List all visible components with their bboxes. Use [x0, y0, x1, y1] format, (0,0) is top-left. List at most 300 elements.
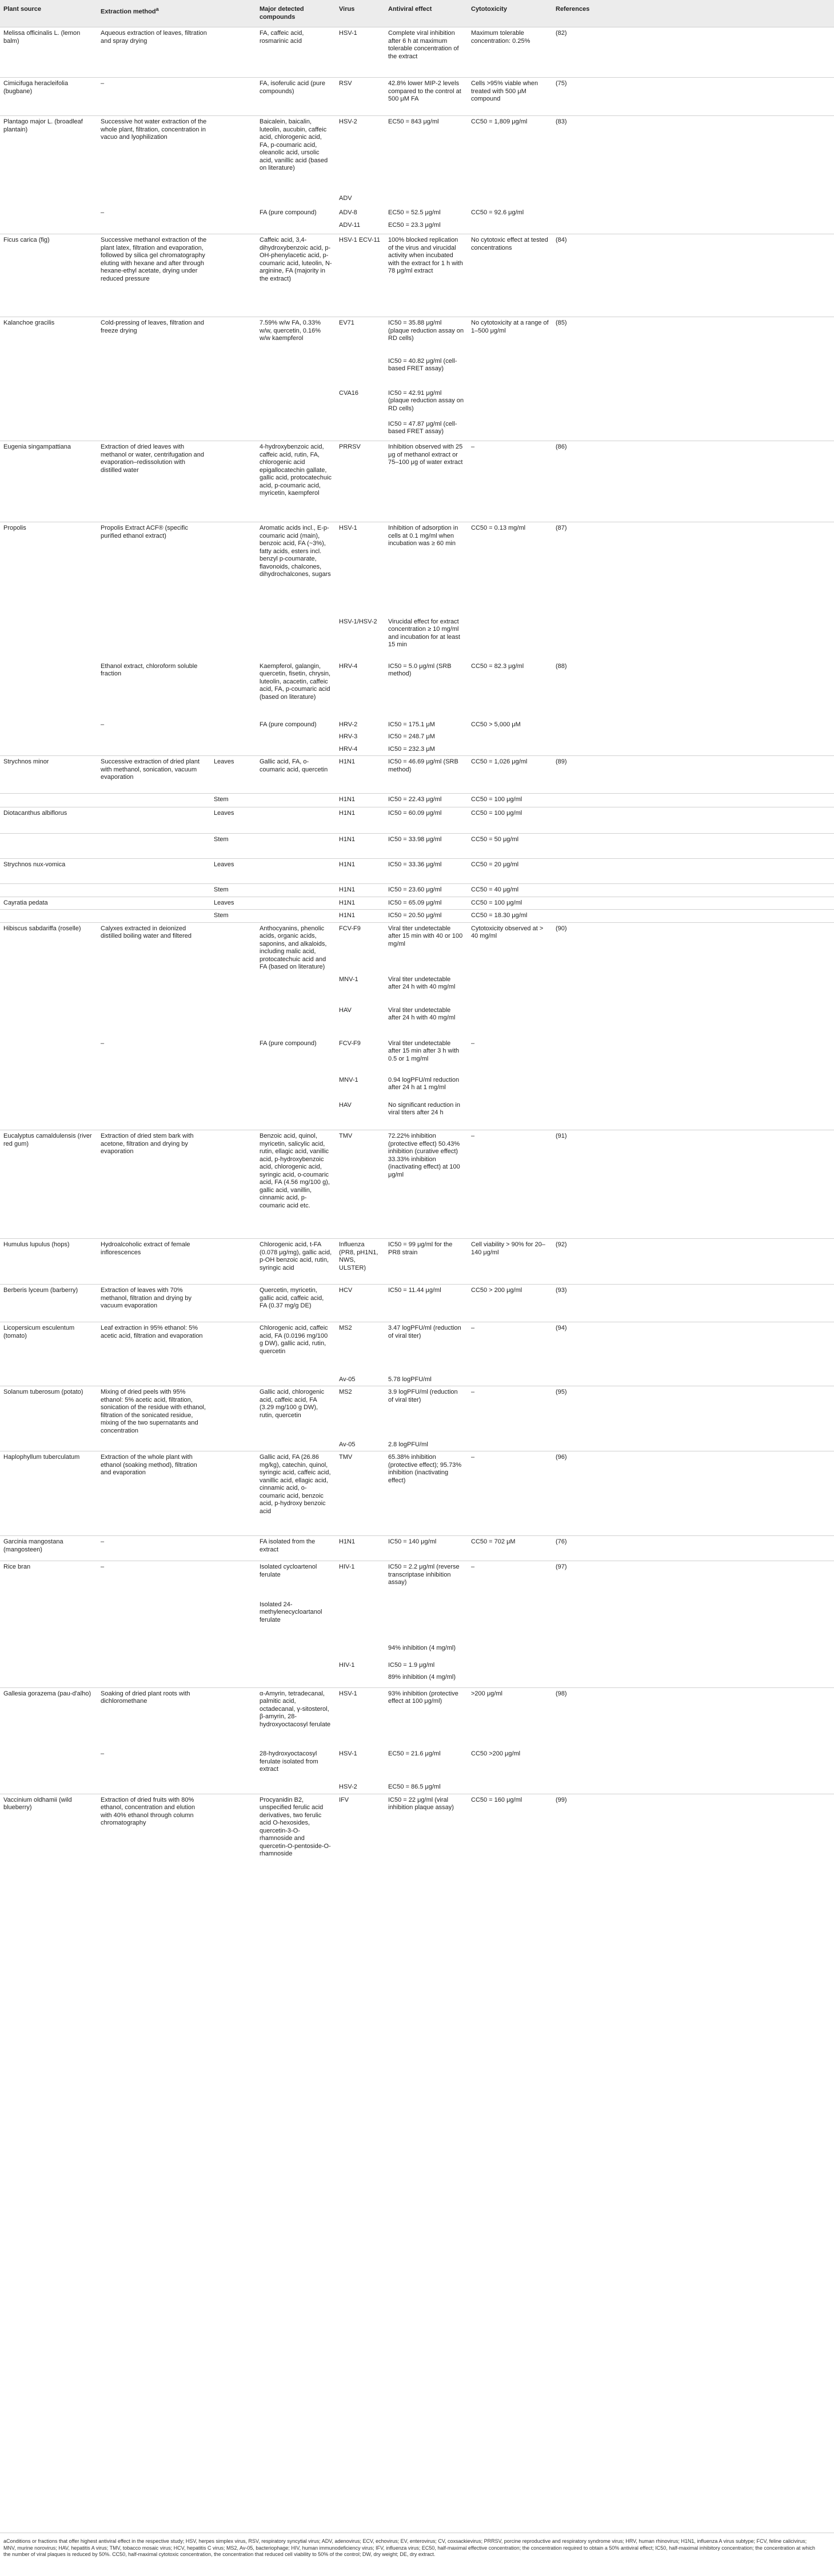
- header-cytotoxicity: Cytotoxicity: [468, 0, 552, 27]
- cell-virus: HCV: [336, 1285, 385, 1322]
- cell-plant-part: [210, 219, 256, 234]
- cell-plant-part: [210, 355, 256, 387]
- cell-virus: HRV-2: [339, 721, 358, 728]
- cell-plant-source: [0, 1074, 97, 1099]
- cell-cytotoxicity: [468, 1099, 552, 1130]
- cell-plant-source: Strychnos nux-vomica: [0, 859, 97, 884]
- cell-plant-part: [210, 1536, 256, 1561]
- cell-antiviral-effect: IC50 = 5.0 μg/ml (SRB method): [388, 662, 452, 677]
- cell-compounds: [256, 794, 336, 807]
- table-row: [0, 897, 834, 910]
- cell-reference: (84): [552, 234, 834, 317]
- cell-reference: [552, 807, 834, 834]
- cell-extraction-method: Ethanol extract, chloroform soluble fraction: [101, 662, 198, 677]
- cell-extraction-method: Extraction of dried fruits with 80% ethanol, concentration and elution with 40% ethanol through column chromatography: [97, 1794, 210, 1866]
- table-row: [0, 219, 834, 234]
- cell-reference: (95): [552, 1386, 834, 1439]
- cell-antiviral-effect: IC50 = 22 μg/ml (viral inhibition plaque assay): [385, 1794, 468, 1866]
- cell-plant-part: [210, 1794, 256, 1866]
- cell-virus: FCV-F9: [339, 1039, 361, 1047]
- cell-antiviral-effect: IC50 = 40.82 μg/ml (cell-based FRET assay): [388, 357, 457, 372]
- cell-cytotoxicity: [468, 387, 552, 418]
- table-row: [0, 1386, 834, 1439]
- table-row: [0, 859, 834, 884]
- cell-extraction-method: Extraction of the whole plant with ethanol (soaking method), filtration and evaporation: [97, 1451, 210, 1536]
- cell-plant-part: [210, 1285, 256, 1322]
- cell-virus: EV71: [336, 317, 385, 355]
- cell-plant-source: [0, 974, 97, 1005]
- cell-extraction-method: [97, 387, 210, 418]
- cell-plant-part: [210, 1687, 256, 1748]
- cell-antiviral-effect: [385, 1599, 468, 1642]
- cell-compounds: Baicalein, baicalin, luteolin, aucubin, caffeic acid, chlorogenic acid, FA, p-coumaric acid, oleanolic acid, ursolic acid, vanillic acid (based on literature): [256, 116, 336, 193]
- cell-plant-source: [0, 661, 97, 719]
- cell-antiviral-effect: IC50 = 140 μg/ml: [385, 1536, 468, 1561]
- cell-antiviral-effect: IC50 = 33.98 μg/ml: [385, 834, 468, 859]
- cell-cytotoxicity: [468, 1074, 552, 1099]
- cell-cytotoxicity: CC50 = 40 μg/ml: [468, 884, 552, 897]
- table-row: [0, 1239, 834, 1285]
- cell-virus: H1N1: [336, 897, 385, 910]
- cell-plant-source: [0, 193, 97, 207]
- cell-plant-source: Kalanchoe gracilis: [0, 317, 97, 355]
- cell-virus: HSV-1: [336, 522, 385, 616]
- cell-cytotoxicity: [468, 1671, 552, 1687]
- cell-plant-part: [210, 387, 256, 418]
- cell-cytotoxicity: CC50 = 92.6 μg/ml: [471, 209, 524, 216]
- cell-extraction-method: [97, 807, 210, 834]
- cell-plant-source: Cayratia pedata: [0, 897, 97, 910]
- cell-compounds: [256, 1671, 336, 1687]
- cell-plant-source: [0, 387, 97, 418]
- cell-cytotoxicity: CC50 >200 μg/ml: [471, 1750, 521, 1757]
- cell-antiviral-effect: IC50 = 33.36 μg/ml: [385, 859, 468, 884]
- cell-cytotoxicity: [468, 1781, 552, 1794]
- cell-virus: PRRSV: [336, 441, 385, 522]
- cell-compounds: Isolated cycloartenol ferulate: [256, 1561, 336, 1599]
- cell-reference: [552, 731, 834, 743]
- cell-antiviral-effect: 72.22% inhibition (protective effect) 50.43% inhibition (curative effect) 33.33% inhibition (inactivating effect) at 100 μg/ml: [385, 1130, 468, 1239]
- cell-reference: [552, 1599, 834, 1642]
- cell-plant-source: Berberis lyceum (barberry): [0, 1285, 97, 1322]
- cell-cytotoxicity: [468, 1005, 552, 1038]
- cell-reference: [552, 910, 834, 923]
- cell-extraction-method: [97, 418, 210, 441]
- cell-virus: H1N1: [336, 756, 385, 794]
- cell-reference: [552, 355, 834, 387]
- cell-reference: (85): [552, 317, 834, 355]
- cell-compounds: 7.59% w/w FA, 0.33% w/w, quercetin, 0.16% w/w kaempferol: [256, 317, 336, 355]
- cell-cytotoxicity: CC50 = 18.30 μg/ml: [468, 910, 552, 923]
- cell-virus: HAV: [339, 1101, 352, 1109]
- cell-antiviral-effect: IC50 = 23.60 μg/ml: [385, 884, 468, 897]
- cell-plant-part: [210, 1038, 256, 1074]
- cell-virus: TMV: [336, 1130, 385, 1239]
- cell-plant-source: [0, 743, 97, 756]
- cell-antiviral-effect: EC50 = 843 μg/ml: [385, 116, 468, 193]
- cell-antiviral-effect: IC50 = 47.87 μg/ml (cell-based FRET assay): [388, 420, 457, 435]
- cell-extraction-method: –: [97, 78, 210, 116]
- cell-extraction-method: –: [97, 1536, 210, 1561]
- cell-reference: [552, 794, 834, 807]
- cell-plant-part: [210, 1781, 256, 1794]
- header-part: [210, 0, 256, 27]
- cell-virus: [336, 1599, 385, 1642]
- cell-plant-source: [0, 1748, 97, 1781]
- table-row: [0, 27, 834, 78]
- cell-plant-part: [210, 922, 256, 974]
- cell-compounds: 28-hydroxyoctacosyl ferulate isolated from extract: [260, 1750, 318, 1773]
- cell-compounds: [256, 616, 336, 661]
- cell-virus: H1N1: [336, 884, 385, 897]
- cell-plant-source: Strychnos minor: [0, 756, 97, 794]
- cell-extraction-method: [97, 616, 210, 661]
- cell-reference: (92): [552, 1239, 834, 1285]
- cell-plant-source: [0, 884, 97, 897]
- cell-plant-part: [210, 661, 256, 719]
- cell-compounds: FA (pure compound): [260, 721, 317, 728]
- cell-plant-part: Leaves: [210, 756, 256, 794]
- cell-plant-source: [0, 418, 97, 441]
- cell-cytotoxicity: –: [468, 1322, 552, 1374]
- cell-virus: IFV: [336, 1794, 385, 1866]
- cell-plant-part: [210, 1386, 256, 1439]
- cell-antiviral-effect: EC50 = 52.5 μg/ml: [388, 209, 441, 216]
- cell-reference: [552, 1659, 834, 1672]
- cell-plant-source: [0, 731, 97, 743]
- cell-reference: [552, 897, 834, 910]
- cell-compounds: Benzoic acid, quinol, myricetin, salicylic acid, rutin, ellagic acid, vanillic acid, p-hydroxybenzoic acid, chlorogenic acid, syringic acid, o-coumaric acid, FA (4.56 mg/100 g), gallic acid, vanillin, cinnamic acid, p-coumaric acid etc.: [256, 1130, 336, 1239]
- cell-cytotoxicity: [468, 731, 552, 743]
- cell-antiviral-effect: IC50 = 65.09 μg/ml: [385, 897, 468, 910]
- table-row: [0, 1748, 834, 1781]
- cell-plant-source: [0, 616, 97, 661]
- cell-antiviral-effect: Viral titer undetectable after 24 h with 40 mg/ml: [388, 1006, 456, 1021]
- cell-virus: ADV: [339, 194, 352, 202]
- cell-cytotoxicity: –: [468, 1451, 552, 1536]
- cell-reference: [552, 974, 834, 1005]
- cell-plant-part: [210, 719, 256, 731]
- cell-plant-source: [0, 1671, 97, 1687]
- cell-extraction-method: Propolis Extract ACF® (specific purified ethanol extract): [97, 522, 210, 616]
- cell-antiviral-effect: 100% blocked replication of the virus and virucidal activity when incubated with the extract for 1 h with 78 μg/ml extract: [385, 234, 468, 317]
- cell-cytotoxicity: CC50 = 0.13 mg/ml: [468, 522, 552, 616]
- cell-compounds: Caffeic acid, 3,4-dihydroxybenzoic acid, p-OH-phenylacetic acid, p-coumaric acid, luteolin, N-arginine, FA (majority in the extract): [256, 234, 336, 317]
- cell-extraction-method: Extraction of dried leaves with methanol or water, centrifugation and evaporation–redissolution with distilled water: [97, 441, 210, 522]
- cell-plant-part: [210, 1659, 256, 1672]
- cell-cytotoxicity: CC50 = 1,026 μg/ml: [468, 756, 552, 794]
- cell-cytotoxicity: CC50 = 100 μg/ml: [468, 794, 552, 807]
- cell-virus: HRV-4: [339, 745, 358, 753]
- cell-virus: HIV-1: [339, 1661, 355, 1669]
- cell-antiviral-effect: IC50 = 35.88 μg/ml (plaque reduction assay on RD cells): [385, 317, 468, 355]
- cell-antiviral-effect: Viral titer undetectable after 15 min with 40 or 100 mg/ml: [385, 922, 468, 974]
- cell-cytotoxicity: CC50 > 5,000 μM: [471, 721, 521, 728]
- cell-virus: HRV-4: [339, 662, 358, 670]
- cell-virus: H1N1: [336, 859, 385, 884]
- cell-reference: (93): [552, 1285, 834, 1322]
- cell-antiviral-effect: 2.8 logPFU/ml: [388, 1441, 428, 1448]
- cell-cytotoxicity: [468, 974, 552, 1005]
- cell-plant-part: [210, 974, 256, 1005]
- cell-compounds: FA isolated from the extract: [256, 1536, 336, 1561]
- cell-plant-part: [210, 1374, 256, 1386]
- cell-extraction-method: Calyxes extracted in deionized distilled boiling water and filtered: [97, 922, 210, 974]
- cell-virus: HRV-3: [339, 733, 358, 740]
- cell-compounds: 4-hydroxybenzoic acid, caffeic acid, rutin, FA, chlorogenic acid epigallocatechin gallate, gallic acid, protocatechuic acid, p-coumaric acid, myricetin, kaempferol: [256, 441, 336, 522]
- cell-compounds: Gallic acid, FA (26.86 mg/kg), catechin, quinol, syringic acid, caffeic acid, vanillic acid, ellagic acid, cinnamic acid, o-coumaric acid, benzoic acid, p-hydroxy benzoic acid: [256, 1451, 336, 1536]
- table-row: [0, 387, 834, 418]
- cell-plant-source: Humulus lupulus (hops): [0, 1239, 97, 1285]
- cell-plant-part: [210, 116, 256, 193]
- cell-antiviral-effect: IC50 = 99 μg/ml for the PR8 strain: [385, 1239, 468, 1285]
- cell-reference: (96): [552, 1451, 834, 1536]
- cell-reference: [552, 1374, 834, 1386]
- cell-plant-source: Solanum tuberosum (potato): [0, 1386, 97, 1439]
- cell-antiviral-effect: IC50 = 22.43 μg/ml: [385, 794, 468, 807]
- cell-plant-source: [0, 207, 97, 219]
- cell-plant-source: [0, 910, 97, 923]
- cell-plant-part: [210, 616, 256, 661]
- cell-plant-part: [210, 1561, 256, 1599]
- table-row: [0, 1671, 834, 1687]
- table-row: [0, 719, 834, 731]
- cell-plant-part: [210, 1239, 256, 1285]
- table-row: [0, 207, 834, 219]
- cell-cytotoxicity: CC50 > 200 μg/ml: [468, 1285, 552, 1322]
- cell-reference: [552, 616, 834, 661]
- cell-compounds: FA, caffeic acid, rosmarinic acid: [256, 27, 336, 78]
- cell-plant-source: [0, 355, 97, 387]
- cell-antiviral-effect: Virucidal effect for extract concentration ≥ 10 mg/ml and incubation for at least 15 min: [388, 618, 460, 648]
- cell-antiviral-effect: 94% inhibition (4 mg/ml): [388, 1644, 456, 1651]
- cell-plant-part: [210, 193, 256, 207]
- cell-extraction-method: Extraction of leaves with 70% methanol, filtration and drying by vacuum evaporation: [97, 1285, 210, 1322]
- cell-plant-part: [210, 1599, 256, 1642]
- cell-compounds: [256, 807, 336, 834]
- cell-extraction-method: [97, 974, 210, 1005]
- cell-plant-source: [0, 1374, 97, 1386]
- table-row: [0, 616, 834, 661]
- cell-antiviral-effect: IC50 = 2.2 μg/ml (reverse transcriptase inhibition assay): [385, 1561, 468, 1599]
- cell-extraction-method: [97, 1642, 210, 1659]
- table-row: [0, 1659, 834, 1672]
- cell-plant-source: Propolis: [0, 522, 97, 616]
- cell-antiviral-effect: 3.9 logPFU/ml (reduction of viral titer): [385, 1386, 468, 1439]
- cell-plant-part: [210, 78, 256, 116]
- cell-plant-source: Ficus carica (fig): [0, 234, 97, 317]
- cell-reference: (83): [552, 116, 834, 193]
- cell-plant-part: [210, 1451, 256, 1536]
- cell-cytotoxicity: –: [468, 1130, 552, 1239]
- cell-antiviral-effect: 93% inhibition (protective effect at 100 μg/ml): [385, 1687, 468, 1748]
- cell-virus: H1N1: [336, 794, 385, 807]
- cell-reference: [552, 193, 834, 207]
- cell-plant-source: Vaccinium oldhamii (wild blueberry): [0, 1794, 97, 1866]
- cell-reference: (87): [552, 522, 834, 616]
- cell-cytotoxicity: Cytotoxicity observed at > 40 mg/ml: [468, 922, 552, 974]
- cell-cytotoxicity: CC50 = 100 μg/ml: [468, 807, 552, 834]
- cell-reference: (75): [552, 78, 834, 116]
- cell-antiviral-effect: IC50 = 175.1 μM: [388, 721, 435, 728]
- table-row: [0, 1130, 834, 1239]
- cell-reference: [552, 1005, 834, 1038]
- cell-virus: MNV-1: [339, 975, 358, 983]
- cell-extraction-method: Extraction of dried stem bark with acetone, filtration and drying by evaporation: [97, 1130, 210, 1239]
- cell-antiviral-effect: IC50 = 46.69 μg/ml (SRB method): [385, 756, 468, 794]
- cell-antiviral-effect: IC50 = 42.91 μg/ml (plaque reduction assay on RD cells): [388, 389, 464, 412]
- table-row: [0, 807, 834, 834]
- cell-compounds: [256, 1659, 336, 1672]
- cell-virus: [336, 1642, 385, 1659]
- cell-extraction-method: –: [101, 721, 105, 728]
- cell-cytotoxicity: CC50 = 100 μg/ml: [468, 897, 552, 910]
- cell-antiviral-effect: EC50 = 21.6 μg/ml: [388, 1750, 441, 1757]
- cell-virus: H1N1: [336, 807, 385, 834]
- cell-reference: (91): [552, 1130, 834, 1239]
- cell-antiviral-effect: 3.47 logPFU/ml (reduction of viral titer): [385, 1322, 468, 1374]
- cell-reference: [552, 1781, 834, 1794]
- cell-virus: TMV: [336, 1451, 385, 1536]
- cell-virus: CVA16: [339, 389, 359, 397]
- cell-reference: [552, 1642, 834, 1659]
- cell-virus: H1N1: [336, 1536, 385, 1561]
- cell-plant-part: Stem: [210, 910, 256, 923]
- cell-plant-source: Licopersicum esculentum (tomato): [0, 1322, 97, 1374]
- table-row: [0, 1599, 834, 1642]
- cell-antiviral-effect: EC50 = 23.3 μg/ml: [388, 221, 441, 229]
- cell-extraction-method: [97, 1781, 210, 1794]
- cell-extraction-method: [97, 884, 210, 897]
- cell-cytotoxicity: [468, 616, 552, 661]
- cell-extraction-method: [97, 1439, 210, 1451]
- table-row: [0, 418, 834, 441]
- cell-cytotoxicity: –: [471, 1039, 475, 1047]
- table-row: [0, 910, 834, 923]
- cell-compounds: [256, 859, 336, 884]
- cell-antiviral-effect: Viral titer undetectable after 15 min after 3 h with 0.5 or 1 mg/ml: [388, 1039, 460, 1062]
- cell-plant-source: Eugenia singampattiana: [0, 441, 97, 522]
- cell-extraction-method: Successive methanol extraction of the plant latex, filtration and evaporation, followed by silica gel chromatography eluting with hexane and after through hexane-ethyl acetate, drying under reduced pressure: [97, 234, 210, 317]
- cell-plant-part: Stem: [210, 794, 256, 807]
- cell-extraction-method: –: [101, 209, 105, 216]
- cell-plant-source: [0, 719, 97, 731]
- table-body: [0, 27, 834, 1866]
- cell-extraction-method: [97, 1599, 210, 1642]
- cell-extraction-method: –: [97, 1561, 210, 1599]
- cell-plant-source: Gallesia gorazema (pau-d'alho): [0, 1687, 97, 1748]
- cell-antiviral-effect: 5.78 logPFU/ml: [388, 1375, 432, 1383]
- cell-cytotoxicity: [468, 418, 552, 441]
- cell-compounds: Kaempferol, galangin, quercetin, fisetin, chrysin, luteolin, acacetin, caffeic acid, FA, p-coumaric acid (based on literature): [260, 662, 331, 701]
- table-row: [0, 1687, 834, 1748]
- cell-compounds: FA (pure compound): [260, 209, 317, 216]
- header-plant-source: Plant source: [0, 0, 97, 27]
- cell-reference: (82): [552, 27, 834, 78]
- cell-extraction-method: [97, 859, 210, 884]
- cell-antiviral-effect: EC50 = 86.5 μg/ml: [388, 1783, 441, 1790]
- cell-plant-source: Garcinia mangostana (mangosteen): [0, 1536, 97, 1561]
- cell-extraction-method: [97, 794, 210, 807]
- cell-extraction-method: Successive extraction of dried plant with methanol, sonication, vacuum evaporation: [97, 756, 210, 794]
- cell-cytotoxicity: –: [468, 1386, 552, 1439]
- cell-virus: ADV-11: [339, 221, 361, 229]
- cell-extraction-method: –: [101, 1039, 105, 1047]
- cell-compounds: Procyanidin B2, unspecified ferulic acid derivatives, two ferulic acid O-hexosides, quercetin-3-O-rhamnoside and quercetin-O-pentoside-O-rhamnoside: [256, 1794, 336, 1866]
- cell-plant-source: Plantago major L. (broadleaf plantain): [0, 116, 97, 193]
- cell-compounds: Gallic acid, FA, o-coumaric acid, quercetin: [256, 756, 336, 794]
- cell-reference: [552, 1439, 834, 1451]
- table-row: [0, 922, 834, 974]
- cell-compounds: [256, 1439, 336, 1451]
- cell-reference: [552, 719, 834, 731]
- table-row: [0, 1074, 834, 1099]
- cell-reference: (88): [556, 662, 567, 670]
- cell-extraction-method: [97, 743, 210, 756]
- table-row: [0, 884, 834, 897]
- cell-compounds: [256, 743, 336, 756]
- table-row: [0, 743, 834, 756]
- cell-antiviral-effect: No significant reduction in viral titers after 24 h: [388, 1101, 460, 1116]
- cell-plant-source: [0, 1099, 97, 1130]
- cell-reference: [552, 1671, 834, 1687]
- table-row: [0, 731, 834, 743]
- table-row: [0, 1285, 834, 1322]
- cell-antiviral-effect: 42.8% lower MIP-2 levels compared to the control at 500 μM FA: [385, 78, 468, 116]
- cell-cytotoxicity: CC50 = 50 μg/ml: [468, 834, 552, 859]
- table-row: [0, 974, 834, 1005]
- cell-plant-part: [210, 1099, 256, 1130]
- cell-extraction-method: [97, 1074, 210, 1099]
- cell-antiviral-effect: IC50 = 11.44 μg/ml: [385, 1285, 468, 1322]
- cell-virus: HAV: [339, 1006, 352, 1014]
- cell-compounds: [256, 1099, 336, 1130]
- cell-compounds: [256, 355, 336, 387]
- cell-antiviral-effect: IC50 = 232.3 μM: [388, 745, 435, 753]
- cell-plant-part: [210, 1748, 256, 1781]
- cell-cytotoxicity: [468, 1599, 552, 1642]
- cell-extraction-method: [97, 193, 210, 207]
- cell-virus: HSV-2: [339, 1783, 357, 1790]
- cell-plant-part: Leaves: [210, 859, 256, 884]
- cell-extraction-method: Leaf extraction in 95% ethanol: 5% acetic acid, filtration and evaporation: [97, 1322, 210, 1374]
- cell-antiviral-effect: Viral titer undetectable after 24 h with 40 mg/ml: [388, 975, 456, 990]
- cell-extraction-method: [97, 1374, 210, 1386]
- cell-compounds: Gallic acid, chlorogenic acid, caffeic acid, FA (3.29 mg/100 g DW), rutin, quercetin: [256, 1386, 336, 1439]
- cell-virus: MS2: [336, 1386, 385, 1439]
- cell-plant-source: [0, 219, 97, 234]
- cell-cytotoxicity: >200 μg/ml: [468, 1687, 552, 1748]
- cell-compounds: [256, 974, 336, 1005]
- cell-extraction-method: [97, 731, 210, 743]
- cell-extraction-method: [97, 355, 210, 387]
- cell-compounds: Chlorogenic acid, caffeic acid, FA (0.0196 mg/100 g DW), gallic acid, rutin, quercetin: [256, 1322, 336, 1374]
- table-row: [0, 756, 834, 794]
- cell-virus: H1N1: [336, 834, 385, 859]
- cell-plant-source: [0, 1781, 97, 1794]
- cell-compounds: [256, 910, 336, 923]
- table-row: [0, 522, 834, 616]
- cell-plant-part: [210, 1439, 256, 1451]
- cell-compounds: Chlorogenic acid, t-FA (0.078 μg/mg), gallic acid, p-OH benzoic acid, rutin, syringic acid: [256, 1239, 336, 1285]
- cell-antiviral-effect: 65.38% inhibition (protective effect); 95.73% inhibition (inactivating effect): [385, 1451, 468, 1536]
- cell-reference: [552, 219, 834, 234]
- cell-virus: Influenza (PR8, pH1N1, NWS, ULSTER): [336, 1239, 385, 1285]
- cell-extraction-method: Aqueous extraction of leaves, filtration and spray drying: [97, 27, 210, 78]
- table-row: [0, 116, 834, 193]
- cell-reference: [552, 207, 834, 219]
- table-row: [0, 1374, 834, 1386]
